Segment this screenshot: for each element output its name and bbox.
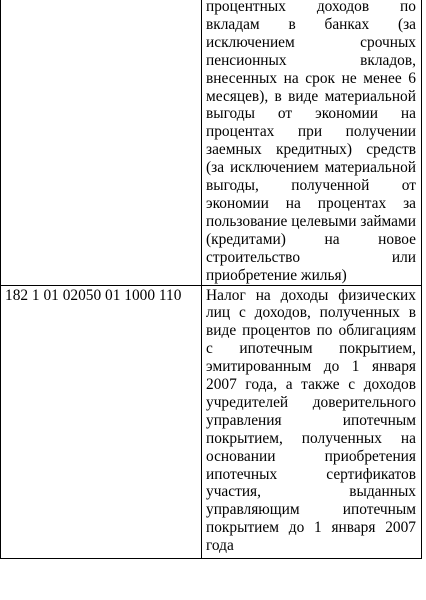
table-row xyxy=(1,285,422,559)
classification-code-cell xyxy=(1,0,202,285)
classification-code-cell: 182 1 01 02050 01 1000 110 xyxy=(1,285,202,559)
table-row xyxy=(1,0,422,285)
income-description-cell: Налог на доходы физических лиц с доходов, полученных в виде процентов по облигациям с ипотечным покрытием, эмитированным до 1 января 2007 года, а также с доходов учредителей доверительного управления ипотечным покрытием, полученных на основании приобретения ипотечных сертификатов участия, выданных управляющим ипотечным покрытием до 1 января 2007 года xyxy=(202,285,422,559)
income-description-cell: процентных доходов по вкладам в банках (за исключением срочных пенсионных вкладов, внесенных на срок не менее 6 месяцев), в виде материальной выгоды от экономии на процентах при получении заемных кредитных) средств (за исключением материальной выгоды, полученной от экономии на процентах за пользование целевыми займами (кредитами) на новое строительство или приобретение жилья) xyxy=(202,0,422,285)
